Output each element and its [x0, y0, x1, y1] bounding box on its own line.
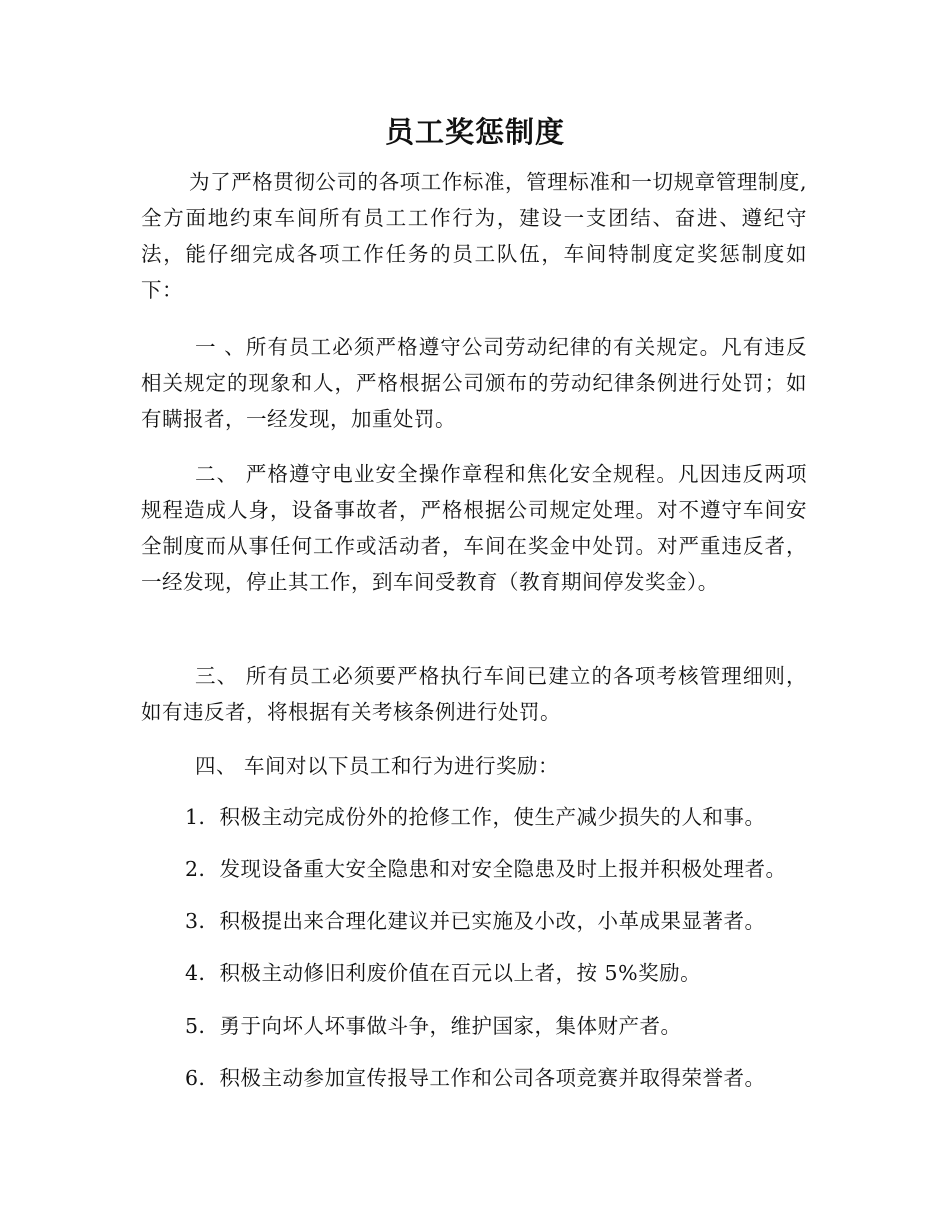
reward-item: 1．积极主动完成份外的抢修工作，使生产减少损失的人和事。	[185, 805, 766, 829]
reward-item: 2．发现设备重大安全隐患和对安全隐患及时上报并积极处理者。	[185, 857, 787, 881]
section-four-paragraph: 四、 车间对以下员工和行为进行奖励：	[195, 754, 560, 778]
intro-paragraph: 为了严格贯彻公司的各项工作标准，管理标准和一切规章管理制度,全方面地约束车间所有员工工作行为，建设一支团结、奋进、遵纪守法，能仔细完成各项工作任务的员工队伍，车间特制度定奖惩制度如下：	[141, 170, 807, 302]
reward-item: 4．积极主动修旧利废价值在百元以上者，按 5%奖励。	[185, 961, 702, 985]
reward-item: 3．积极提出来合理化建议并已实施及小改，小革成果显著者。	[185, 909, 766, 933]
reward-item: 6．积极主动参加宣传报导工作和公司各项竞赛并取得荣誉者。	[185, 1066, 766, 1090]
section-one-paragraph: 一 、所有员工必须严格遵守公司劳动纪律的有关规定。凡有违反相关规定的现象和人，严格根据公司颁布的劳动纪律条例进行处罚；如有瞒报者，一经发现，加重处罚。	[141, 335, 807, 431]
section-two-paragraph: 二、 严格遵守电业安全操作章程和焦化安全规程。凡因违反两项规程造成人身，设备事故者，严格根据公司规定处理。对不遵守车间安全制度而从事任何工作或活动者，车间在奖金中处罚。对严重违反者，一经发现，停止其工作，到车间受教育（教育期间停发奖金）。	[141, 462, 807, 594]
document-title: 员工奖惩制度	[384, 115, 565, 149]
section-three-paragraph: 三、 所有员工必须要严格执行车间已建立的各项考核管理细则，如有违反者，将根据有关考核条例进行处罚。	[141, 664, 807, 724]
reward-item: 5．勇于向坏人坏事做斗争，维护国家，集体财产者。	[185, 1014, 682, 1038]
